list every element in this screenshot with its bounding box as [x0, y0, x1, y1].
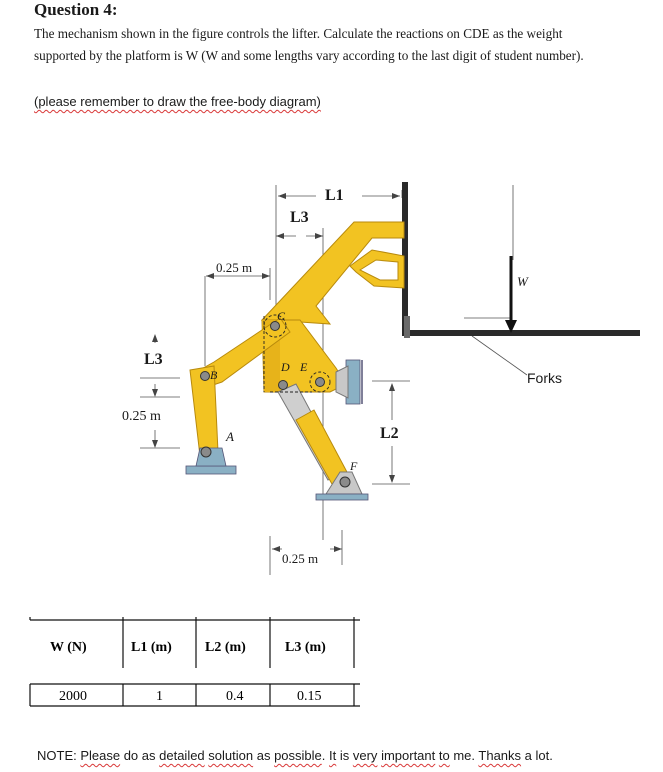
table-value-l2: 0.4 — [226, 689, 244, 704]
label-025-left: 0.25 m — [122, 409, 161, 424]
support-e — [336, 360, 362, 404]
label-w: W — [517, 274, 528, 289]
note-text: a lot. — [521, 748, 553, 763]
label-a: A — [226, 429, 234, 444]
support-a — [186, 447, 236, 474]
label-025-top: 0.25 m — [216, 260, 253, 275]
label-l1: L1 — [325, 187, 344, 204]
table-value-l1: 1 — [156, 689, 163, 704]
label-b: B — [210, 368, 218, 382]
question-text-line-1: The mechanism shown in the figure controls the lifter. Calculate the reactions on CDE as the weight — [34, 26, 563, 41]
label-l3-top: L3 — [290, 209, 309, 226]
note-text: as — [253, 748, 275, 763]
label-025-bottom: 0.25 m — [282, 551, 319, 566]
free-body-diagram-note: (please remember to draw the free-body diagram) — [34, 94, 321, 109]
label-f: F — [350, 459, 358, 473]
support-f — [316, 472, 368, 500]
fork-platform — [402, 182, 640, 338]
note-word-please: Please — [80, 748, 121, 763]
note-word-possible: possible — [274, 748, 322, 763]
note-text: me. — [449, 748, 479, 763]
label-d: D — [281, 360, 290, 374]
label-c: C — [277, 309, 286, 323]
note-word-important: important — [381, 748, 436, 763]
label-e: E — [300, 360, 308, 374]
note-prefix: NOTE: — [37, 748, 81, 763]
note-word-to: to — [438, 748, 450, 763]
question-text-line-2: supported by the platform is W (W and some lengths vary according to the last digit of student number). — [34, 48, 584, 63]
note-word-solution: solution — [208, 748, 254, 763]
note-word-thanks: Thanks — [478, 748, 522, 763]
table-header-w: W (N) — [50, 640, 87, 655]
footer-note — [37, 748, 553, 763]
question-title: Question 4: — [34, 0, 118, 19]
note-text: is — [336, 748, 353, 763]
table-header-l3: L3 (m) — [285, 640, 326, 655]
table-value-l3: 0.15 — [297, 689, 322, 704]
weight-arrow — [505, 256, 517, 333]
note-text: . — [321, 748, 330, 763]
note-word-it: It — [329, 748, 337, 763]
data-table — [30, 617, 360, 706]
label-forks: Forks — [527, 370, 562, 386]
label-l3-left: L3 — [144, 351, 163, 368]
label-l2: L2 — [380, 425, 399, 442]
table-header-l1: L1 (m) — [131, 640, 172, 655]
note-text: do as — [120, 748, 160, 763]
table-value-w: 2000 — [59, 689, 87, 704]
note-word-very: very — [352, 748, 378, 763]
hydraulic-cylinder — [278, 384, 348, 484]
table-header-l2: L2 (m) — [205, 640, 246, 655]
note-word-detailed: detailed — [159, 748, 205, 763]
